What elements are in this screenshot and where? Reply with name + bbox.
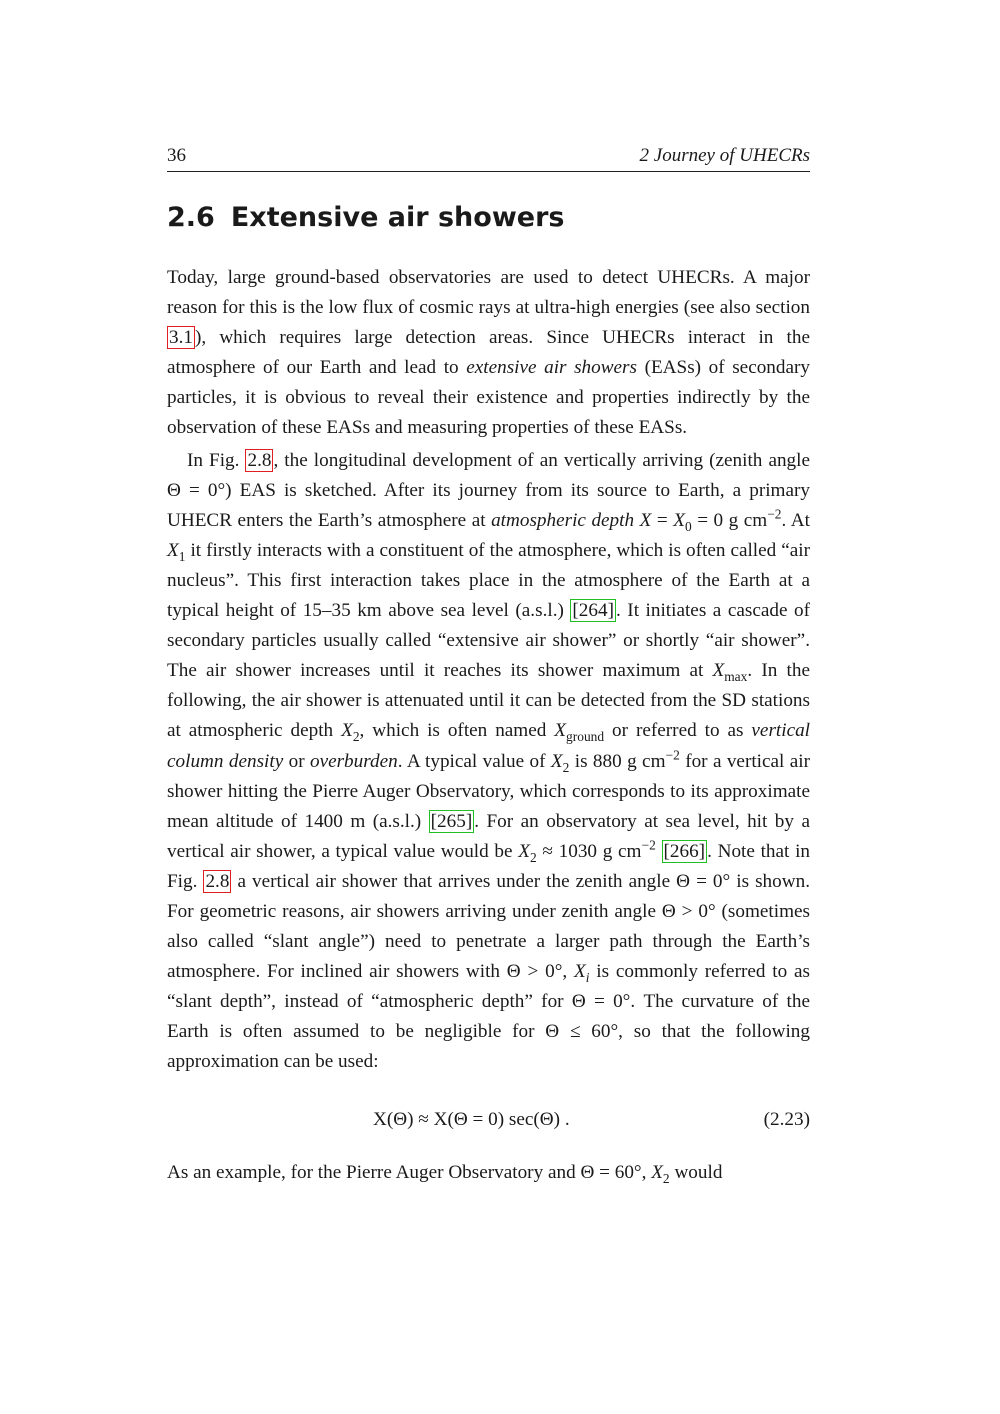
section-heading [167, 198, 564, 238]
paragraph-2 [167, 446, 810, 1078]
equation [167, 1090, 810, 1150]
text: ≈ 1030 g cm [536, 840, 642, 862]
math-var: X [651, 1161, 663, 1183]
subscript: 2 [352, 729, 360, 745]
emphasis: vertical column density [167, 720, 811, 772]
superscript: −2 [641, 837, 656, 853]
page-number: 36 [167, 145, 186, 166]
chapter-title: 2 Journey of UHECRs [639, 145, 810, 166]
running-head [167, 143, 810, 172]
text [656, 841, 662, 862]
citation-link[interactable]: [266] [663, 840, 706, 862]
subscript: 1 [178, 548, 186, 564]
math-var: X [554, 720, 567, 742]
citation-link[interactable]: [265] [430, 810, 473, 832]
text: would [669, 1161, 723, 1183]
text: = [651, 509, 674, 531]
section-number: 2.6 [167, 202, 215, 233]
figure-ref-link[interactable]: 2.8 [247, 449, 272, 471]
figure-ref-link[interactable]: 2.8 [205, 870, 230, 892]
citation-link[interactable]: [264] [572, 600, 614, 622]
emphasis: overburden [309, 750, 398, 772]
text: is commonly referred to as “slant depth”, instead of “atmospheric depth” for Θ = 0°. The curvature of the Earth is often assumed to be negligible for Θ ≤ 60°, so that the following approximation can be used: [167, 961, 810, 1073]
text: In Fig. [187, 449, 246, 471]
subscript: ground [566, 729, 605, 745]
math-var: X [341, 720, 353, 742]
text: , which is often named [359, 720, 555, 742]
body-text [167, 263, 810, 1188]
emphasis: extensive air showers [466, 357, 637, 379]
paragraph-1 [167, 263, 810, 444]
text: is 880 g cm [569, 750, 666, 772]
text: it firstly interacts with a constituent of the atmosphere, which is often called “air nucleus”. This first interaction takes place in the atmosphere of the Earth at a typical height of 15–35 km above sea level (a.s.l.) [167, 539, 810, 622]
equation-formula: X(Θ) ≈ X(Θ = 0) sec(Θ) . [373, 1108, 570, 1130]
section-ref-link[interactable]: 3.1 [169, 327, 193, 349]
superscript: −2 [665, 747, 680, 763]
superscript: −2 [767, 506, 782, 522]
emphasis: atmospheric depth [491, 509, 635, 531]
text: for a vertical air shower hitting the Pierre Auger Observatory, which corresponds to its approximate mean altitude of 1400 m (a.s.l.) [167, 750, 810, 832]
math-var: X [639, 509, 652, 531]
text: Today, large ground-based observatories are used to detect UHECRs. A major reason for this is the low flux of cosmic rays at ultra-high energies (see also section [167, 267, 810, 319]
math-var: X [550, 750, 563, 772]
math-var: X [712, 660, 725, 682]
text: (EASs) of secondary particles, it is obvious to reveal their existence and properties indirectly by the observation of these EASs and measuring properties of these EASs. [167, 357, 810, 439]
math-var: X [573, 961, 586, 983]
text: . In the following, the air shower is attenuated until it can be detected from the SD stations at atmospheric depth [167, 660, 810, 742]
subscript: max [724, 669, 748, 685]
math-var: X [518, 840, 530, 862]
subscript: 2 [562, 759, 570, 775]
text: or referred to as [604, 720, 752, 742]
text: As an example, for the Pierre Auger Observatory and Θ = 60°, [167, 1161, 652, 1183]
text: , the longitudinal development of an vertically arriving (zenith angle Θ = 0°) EAS is sketched. After its journey from its source to Earth, a primary UHECR enters the Earth’s atmosphere at [167, 449, 810, 531]
subscript: 2 [662, 1170, 670, 1186]
text: a vertical air shower that arrives under the zenith angle Θ = 0° is shown. For geometric reasons, air showers arriving under zenith angle Θ > 0° (sometimes also called “slant angle”) need to penetrate a larger path through the Earth’s atmosphere. For inclined air showers with Θ > 0°, [167, 870, 810, 983]
text: . For an observatory at sea level, hit by a vertical air shower, a typical value would be [167, 810, 810, 862]
subscript: i [585, 969, 590, 985]
text: . Note that in Fig. [167, 840, 810, 892]
section-title: Extensive air showers [230, 202, 565, 233]
text: . At [781, 509, 810, 531]
text: . A typical value of [397, 750, 551, 772]
paragraph-3 [167, 1158, 810, 1188]
subscript: 0 [684, 518, 692, 534]
math-var: X [673, 509, 685, 531]
math-var: X [167, 539, 179, 561]
text: . It initiates a cascade of secondary particles usually called “extensive air shower” or shortly “air shower”. The air shower increases until it reaches its shower maximum at [167, 600, 810, 682]
equation-number: (2.23) [763, 1108, 810, 1130]
text: or [283, 750, 310, 772]
subscript: 2 [529, 849, 537, 865]
text: ), which requires large detection areas. Since UHECRs interact in the atmosphere of our Earth and lead to [167, 327, 810, 379]
text: = 0 g cm [691, 509, 768, 531]
